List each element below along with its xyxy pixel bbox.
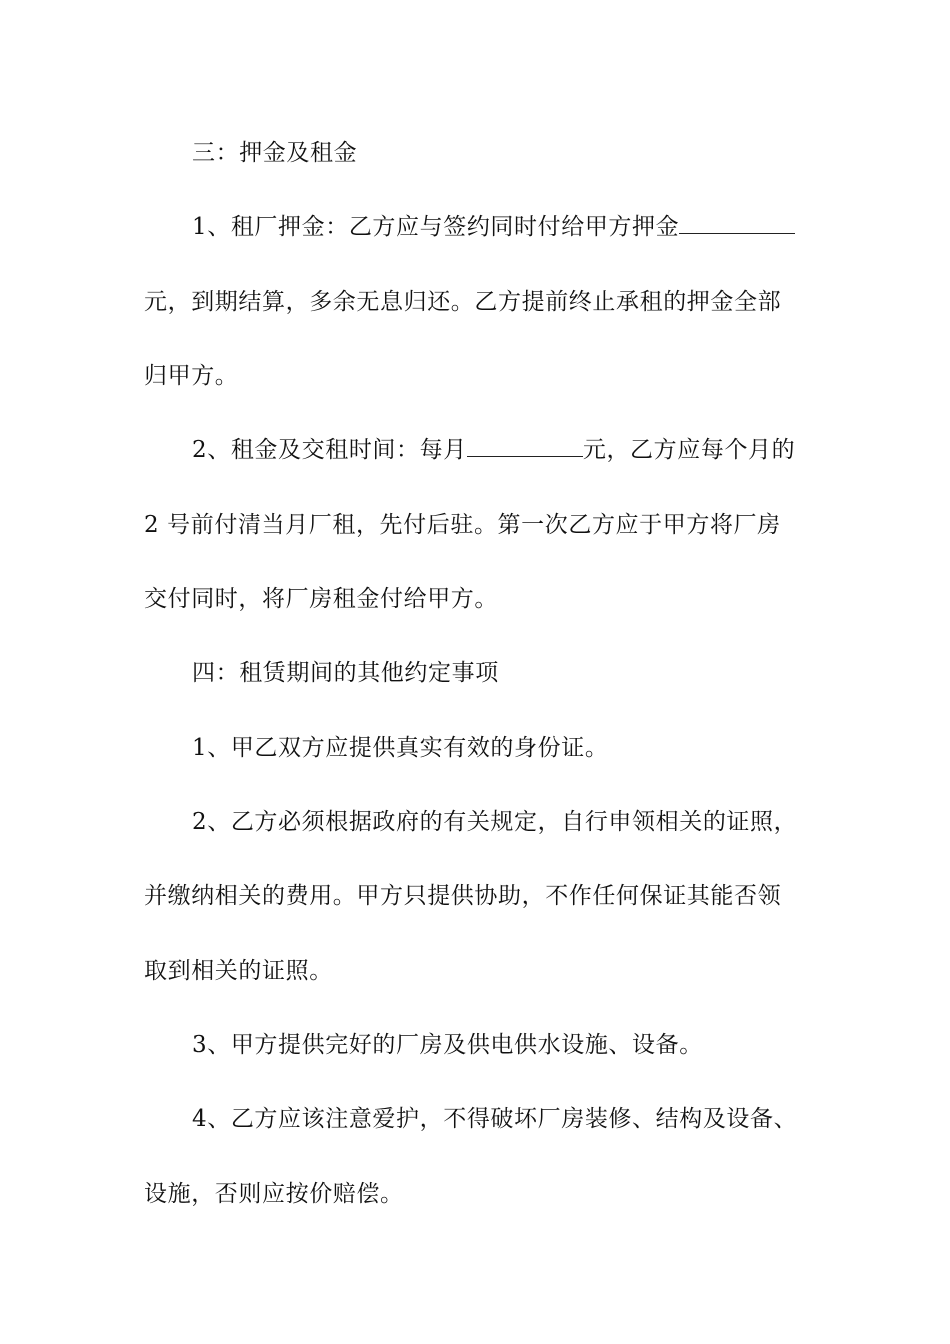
rent-text: 2、租金及交租时间：每月 [192, 437, 467, 463]
deposit-text: 1、租厂押金：乙方应与签约同时付给甲方押金 [192, 214, 680, 240]
license-text: 取到相关的证照。 [144, 958, 333, 984]
facilities-text: 3、甲方提供完好的厂房及供电供水设施、设备。 [192, 1032, 703, 1058]
paragraph-id-line-1 [192, 728, 862, 768]
rent-text: 元，乙方应每个月的 [582, 437, 796, 463]
paragraph-license-line-3 [144, 951, 814, 991]
care-text: 设施，否则应按价赔偿。 [144, 1181, 404, 1207]
section-heading-4 [192, 653, 862, 693]
paragraph-care-line-2 [144, 1174, 814, 1214]
section-heading-text: 三：押金及租金 [192, 140, 358, 166]
paragraph-deposit-line-2 [144, 282, 814, 322]
paragraph-rent-line-2 [144, 505, 814, 545]
rent-amount-blank [467, 432, 583, 457]
paragraph-deposit-line-3 [144, 356, 814, 396]
paragraph-license-line-2 [144, 876, 814, 916]
care-text: 4、乙方应该注意爱护，不得破坏厂房装修、结构及设备、 [192, 1106, 798, 1132]
license-text: 2、乙方必须根据政府的有关规定，自行申领相关的证照， [192, 809, 798, 835]
paragraph-deposit-line-1 [192, 207, 862, 247]
license-text: 并缴纳相关的费用。甲方只提供协助，不作任何保证其能否领 [144, 883, 782, 909]
deposit-text: 元，到期结算，多余无息归还。乙方提前终止承租的押金全部 [144, 289, 782, 315]
paragraph-rent-line-1 [192, 430, 862, 470]
section-heading-text: 四：租赁期间的其他约定事项 [192, 660, 499, 686]
paragraph-rent-line-3 [144, 579, 814, 619]
deposit-amount-blank [679, 209, 795, 234]
paragraph-care-line-1 [192, 1099, 862, 1139]
paragraph-facilities-line-1 [192, 1025, 862, 1065]
rent-text: 2 号前付清当月厂租，先付后驻。第一次乙方应于甲方将厂房 [144, 512, 781, 538]
id-text: 1、甲乙双方应提供真实有效的身份证。 [192, 735, 609, 761]
rent-text: 交付同时，将厂房租金付给甲方。 [144, 586, 498, 612]
section-heading-3 [192, 133, 862, 173]
paragraph-license-line-1 [192, 802, 862, 842]
deposit-text: 归甲方。 [144, 363, 239, 389]
